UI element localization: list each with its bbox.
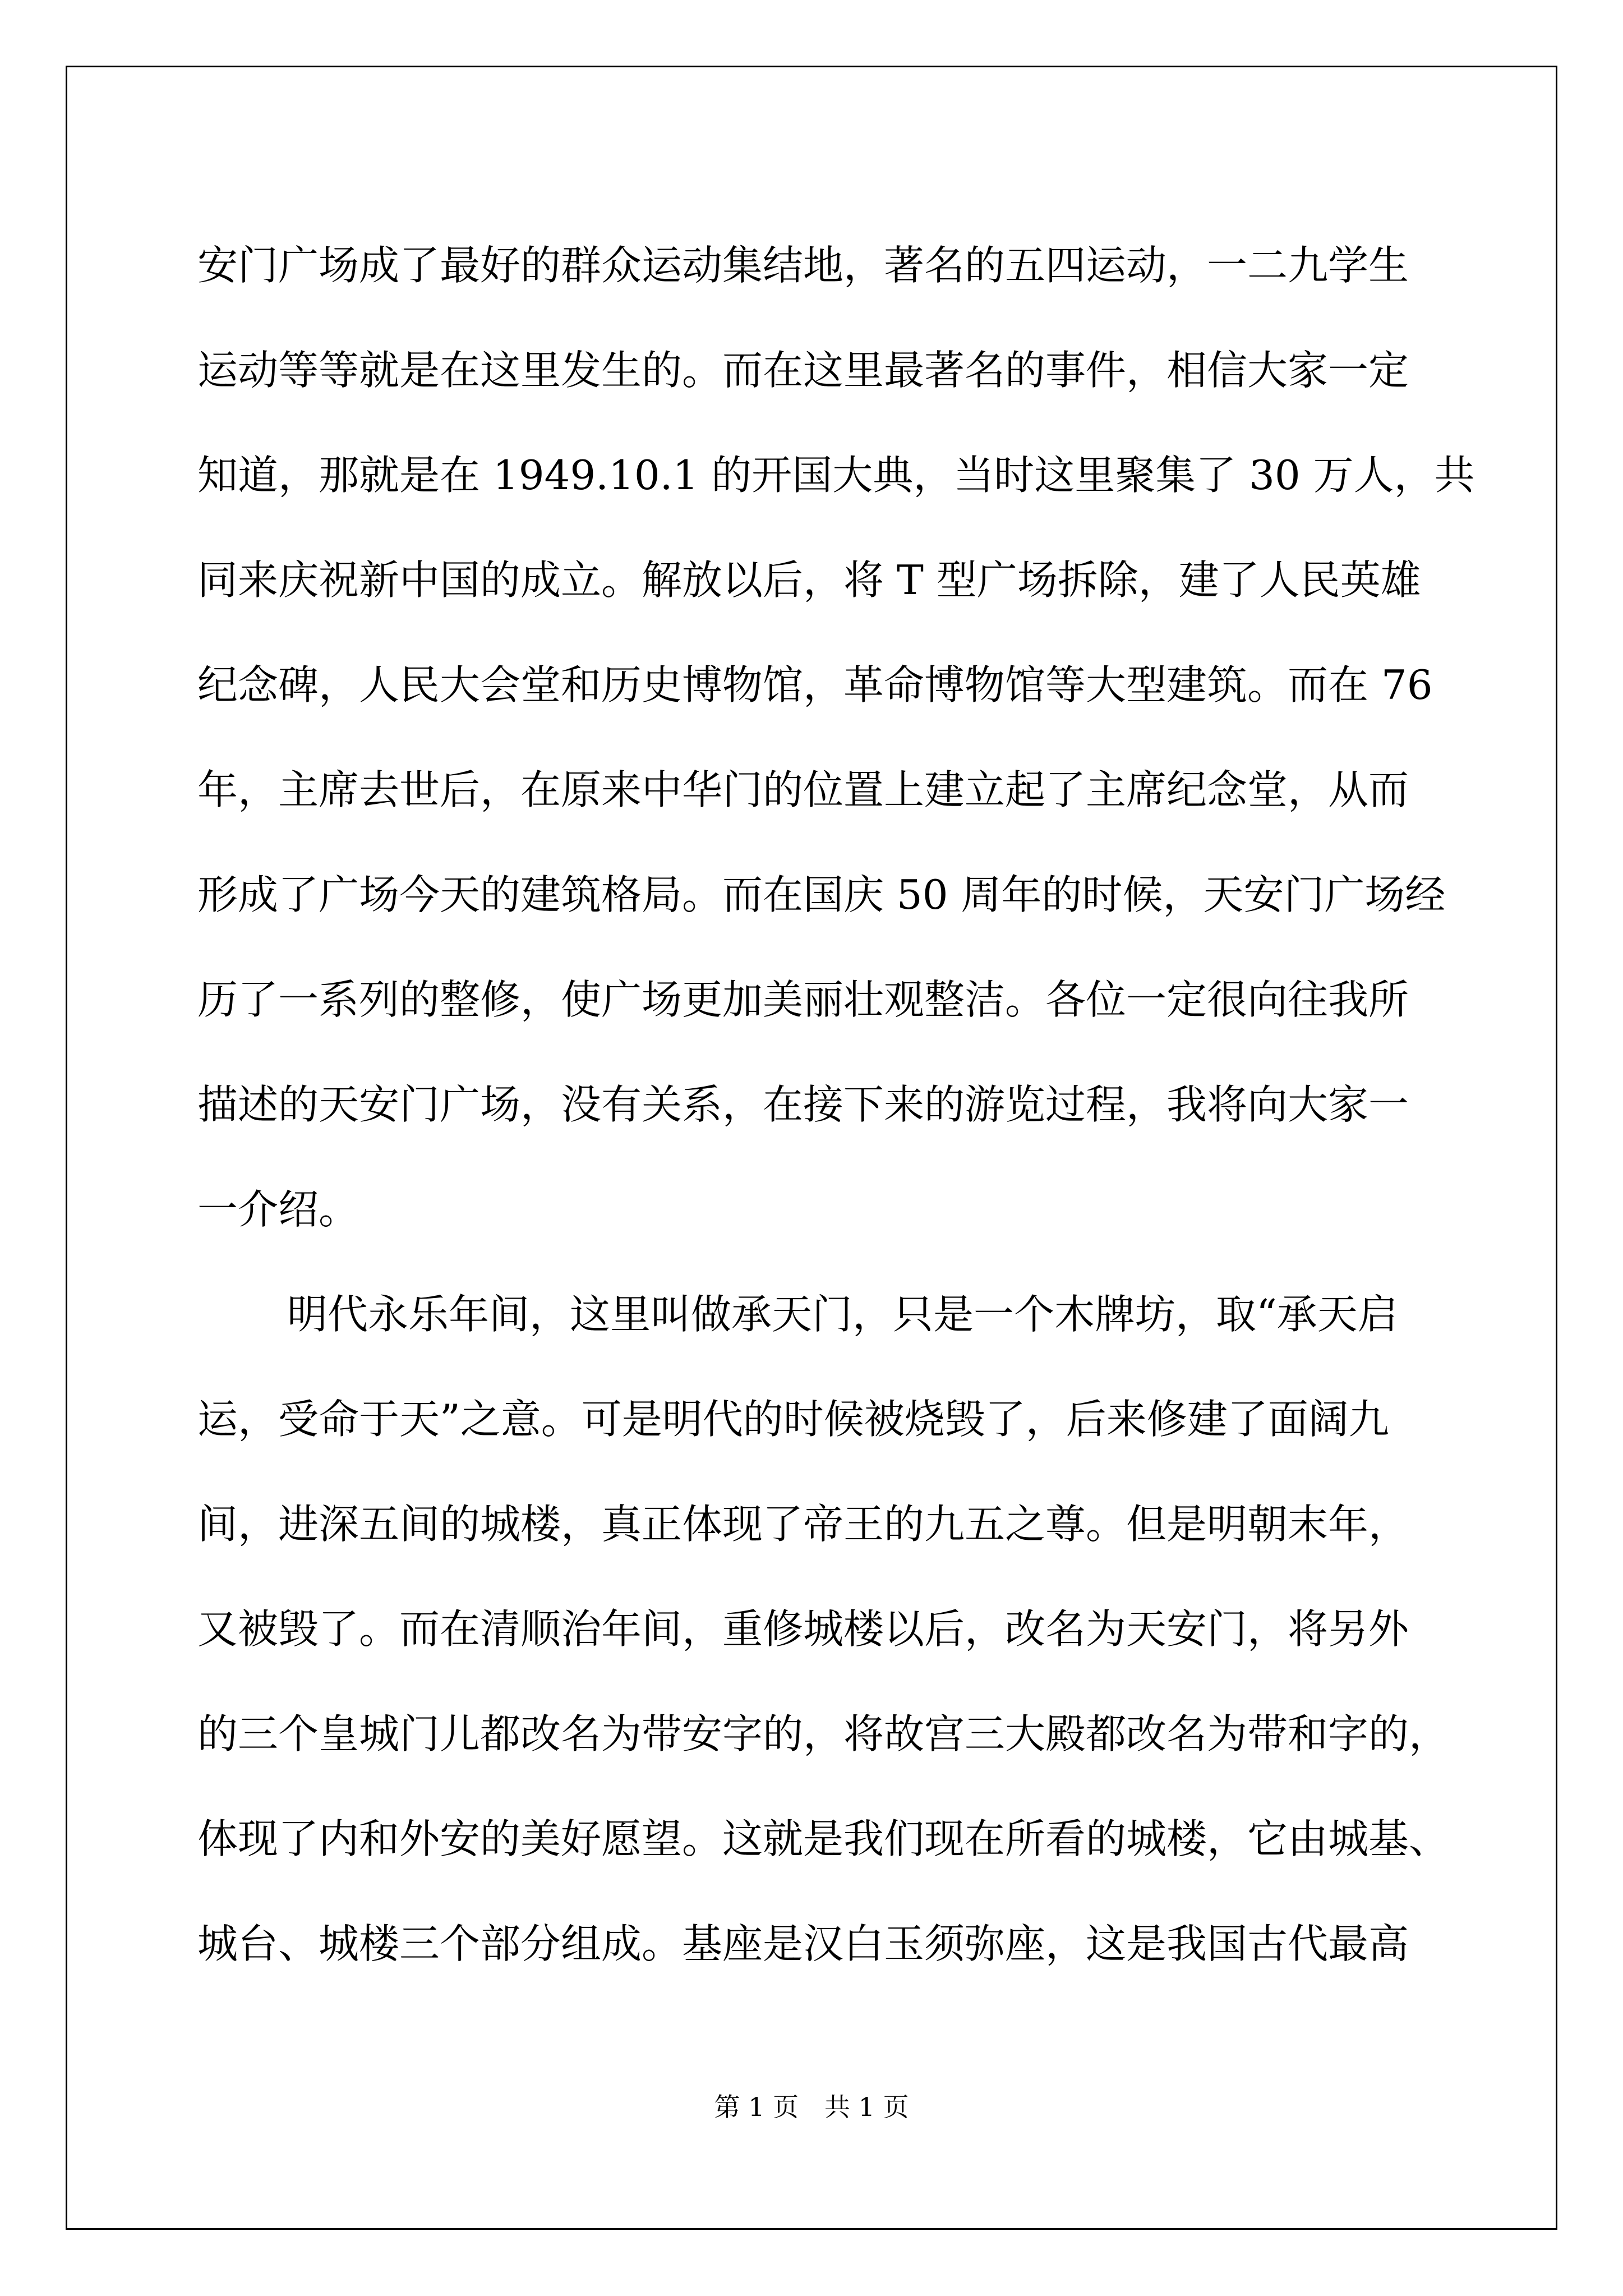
text-line: 运，受命于天”之意。可是明代的时候被烧毁了，后来修建了面阔九 (197, 1396, 1389, 1443)
paragraph-1 (197, 213, 1475, 1262)
text-line: 安门广场成了最好的群众运动集结地，著名的五四运动，一二九学生 (197, 242, 1409, 289)
text-line: 描述的天安门广场，没有关系，在接下来的游览过程，我将向大家一 (197, 1081, 1409, 1128)
text-line: 一介绍。 (197, 1186, 359, 1233)
text-line: 的三个皇城门儿都改名为带安字的，将故宫三大殿都改名为带和字的， (197, 1710, 1450, 1757)
text-line: 城台、城楼三个部分组成。基座是汉白玉须弥座，这是我国古代最高 (197, 1920, 1409, 1967)
text-line: 间，进深五间的城楼，真正体现了帝王的九五之尊。但是明朝末年， (197, 1501, 1409, 1548)
page-number: 第 1 页 共 1 页 (714, 2092, 909, 2122)
text-line: 同来庆祝新中国的成立。解放以后，将 T 型广场拆除，建了人民英雄 (197, 556, 1421, 604)
text-line: 历了一系列的整修，使广场更加美丽壮观整洁。各位一定很向往我所 (197, 976, 1409, 1023)
text-line: 又被毁了。而在清顺治年间，重修城楼以后，改名为天安门，将另外 (197, 1605, 1409, 1653)
text-line: 形成了广场今天的建筑格局。而在国庆 50 周年的时候，天安门广场经 (197, 871, 1446, 918)
text-line: 运动等等就是在这里发生的。而在这里最著名的事件，相信大家一定 (197, 347, 1409, 394)
text-line: 知道，那就是在 1949.10.1 的开国大典，当时这里聚集了 30 万人，共 (197, 452, 1475, 499)
paragraph-2 (197, 1262, 1459, 1996)
document-body (197, 213, 1475, 1996)
text-line: 年，主席去世后，在原来中华门的位置上建立起了主席纪念堂，从而 (197, 766, 1409, 813)
text-line: 体现了内和外安的美好愿望。这就是我们现在所看的城楼，它由城基、 (197, 1815, 1450, 1862)
text-line: 明代永乐年间，这里叫做承天门，只是一个木牌坊，取“承天启 (287, 1291, 1398, 1338)
text-line: 纪念碑，人民大会堂和历史博物馆，革命博物馆等大型建筑。而在 76 (197, 661, 1433, 708)
